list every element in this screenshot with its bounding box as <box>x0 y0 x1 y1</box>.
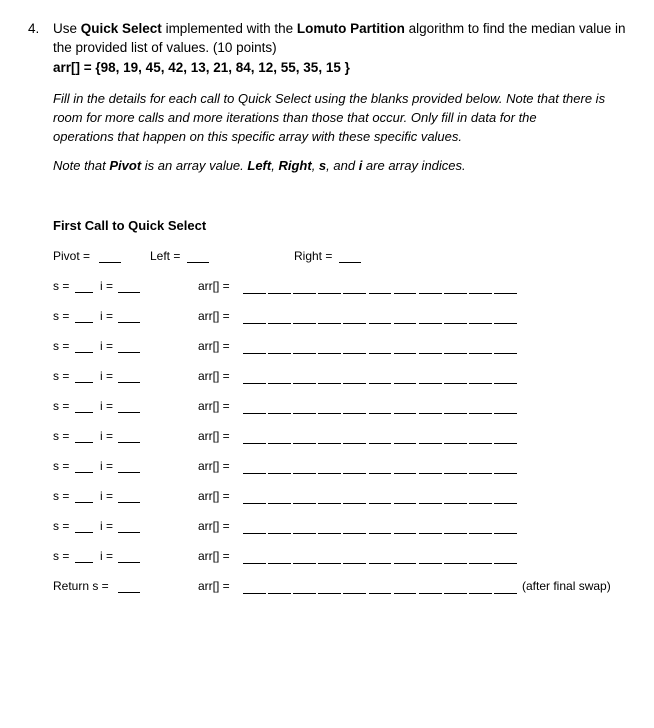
s-label: s = <box>53 429 70 443</box>
i-blank[interactable] <box>118 472 140 473</box>
s-label: s = <box>53 399 70 413</box>
arr-cell-blank[interactable] <box>243 563 266 564</box>
question-text: algorithm to find the median value in <box>404 21 626 36</box>
arr-cell-blank[interactable] <box>494 503 517 504</box>
arr-label: arr[] = <box>198 489 230 503</box>
arr-cell-blank[interactable] <box>318 443 341 444</box>
arr-cell-blank[interactable] <box>243 443 266 444</box>
arr-cell-blank[interactable] <box>318 533 341 534</box>
s-label: s = <box>53 309 70 323</box>
right-blank[interactable] <box>339 262 361 263</box>
pivot-blank[interactable] <box>99 262 121 263</box>
arr-cell-blank[interactable] <box>444 413 467 414</box>
question-line-2: the provided list of values. (10 points) <box>53 40 277 55</box>
s-blank[interactable] <box>75 382 93 383</box>
arr-cell-blank[interactable] <box>369 443 392 444</box>
arr-cell-blank[interactable] <box>343 353 366 354</box>
note-text: are array indices. <box>362 158 466 173</box>
arr-cell-blank[interactable] <box>318 563 341 564</box>
s-label: s = <box>53 279 70 293</box>
arr-cell-blank[interactable] <box>444 473 467 474</box>
question-text: implemented with the <box>161 21 297 36</box>
s-label: s = <box>53 459 70 473</box>
arr-cell-blank[interactable] <box>268 563 291 564</box>
right-label: Right = <box>294 249 333 263</box>
arr-cell-blank[interactable] <box>369 563 392 564</box>
i-blank[interactable] <box>118 532 140 533</box>
arr-cell-blank[interactable] <box>419 353 442 354</box>
arr-label: arr[] = <box>198 399 230 413</box>
section-title: First Call to Quick Select <box>53 218 207 233</box>
arr-cell-blank[interactable] <box>369 383 392 384</box>
s-blank[interactable] <box>75 562 93 563</box>
i-blank[interactable] <box>118 412 140 413</box>
arr-cell-blank[interactable] <box>293 413 316 414</box>
i-label: i = <box>100 459 114 473</box>
arr-cell-blank[interactable] <box>419 323 442 324</box>
arr-label: arr[] = <box>198 309 230 323</box>
arr-cell-blank[interactable] <box>419 443 442 444</box>
arr-cell-blank[interactable] <box>419 503 442 504</box>
s-blank[interactable] <box>75 322 93 323</box>
lomuto-partition-term: Lomuto Partition <box>296 21 405 36</box>
arr-cell-blank[interactable] <box>419 293 442 294</box>
arr-cell-blank[interactable] <box>469 383 492 384</box>
arr-cell-blank[interactable] <box>343 473 366 474</box>
arr-cell-blank[interactable] <box>343 503 366 504</box>
instructions-line-2: room for more calls and more iterations than those that occur. Only fill in data for the <box>53 110 537 125</box>
i-label: i = <box>100 339 114 353</box>
s-blank[interactable] <box>75 352 93 353</box>
i-label: i = <box>100 399 114 413</box>
i-blank[interactable] <box>118 502 140 503</box>
i-blank[interactable] <box>118 442 140 443</box>
arr-cell-blank[interactable] <box>293 443 316 444</box>
note-text: is an array value. <box>141 158 248 173</box>
arr-cell-blank[interactable] <box>419 473 442 474</box>
i-label: i = <box>100 429 114 443</box>
arr-cell-blank[interactable] <box>243 383 266 384</box>
arr-label: arr[] = <box>198 549 230 563</box>
arr-cell-blank[interactable] <box>343 323 366 324</box>
arr-cell-blank[interactable] <box>494 473 517 474</box>
arr-cell-blank[interactable] <box>469 293 492 294</box>
arr-cell-blank[interactable] <box>318 413 341 414</box>
question-line-1 <box>53 21 626 36</box>
arr-cell-blank[interactable] <box>469 413 492 414</box>
arr-cell-blank[interactable] <box>293 323 316 324</box>
arr-cell-blank[interactable] <box>343 443 366 444</box>
note-text: , and <box>326 158 359 173</box>
arr-cell-blank[interactable] <box>318 473 341 474</box>
arr-cell-blank[interactable] <box>469 323 492 324</box>
arr-cell-blank[interactable] <box>369 413 392 414</box>
arr-cell-blank[interactable] <box>318 383 341 384</box>
arr-cell-blank[interactable] <box>469 473 492 474</box>
arr-cell-blank[interactable] <box>318 593 341 594</box>
arr-cell-blank[interactable] <box>444 383 467 384</box>
quick-select-term: Quick Select <box>80 21 162 36</box>
arr-cell-blank[interactable] <box>394 503 417 504</box>
note-text: , <box>311 158 319 173</box>
arr-cell-blank[interactable] <box>494 413 517 414</box>
arr-cell-blank[interactable] <box>444 323 467 324</box>
arr-cell-blank[interactable] <box>469 503 492 504</box>
arr-cell-blank[interactable] <box>369 503 392 504</box>
arr-cell-blank[interactable] <box>469 533 492 534</box>
arr-cell-blank[interactable] <box>494 293 517 294</box>
note-pivot: Pivot <box>109 158 142 173</box>
arr-cell-blank[interactable] <box>268 353 291 354</box>
arr-cell-blank[interactable] <box>243 323 266 324</box>
arr-cell-blank[interactable] <box>369 533 392 534</box>
arr-cell-blank[interactable] <box>444 443 467 444</box>
arr-cell-blank[interactable] <box>293 293 316 294</box>
s-label: s = <box>53 369 70 383</box>
arr-cell-blank[interactable] <box>394 563 417 564</box>
arr-cell-blank[interactable] <box>268 503 291 504</box>
arr-cell-blank[interactable] <box>293 563 316 564</box>
arr-cell-blank[interactable] <box>243 293 266 294</box>
left-blank[interactable] <box>187 262 209 263</box>
arr-cell-blank[interactable] <box>394 323 417 324</box>
left-label: Left = <box>150 249 181 263</box>
arr-cell-blank[interactable] <box>494 323 517 324</box>
arr-cell-blank[interactable] <box>394 383 417 384</box>
arr-cell-blank[interactable] <box>268 383 291 384</box>
arr-label: arr[] = <box>198 279 230 293</box>
arr-cell-blank[interactable] <box>243 533 266 534</box>
arr-cell-blank[interactable] <box>444 593 467 594</box>
arr-cell-blank[interactable] <box>394 533 417 534</box>
arr-cell-blank[interactable] <box>343 593 366 594</box>
note-i: i <box>358 158 363 173</box>
s-blank[interactable] <box>75 502 93 503</box>
s-label: s = <box>53 549 70 563</box>
instructions-note <box>53 158 466 173</box>
arr-cell-blank[interactable] <box>419 563 442 564</box>
arr-cell-blank[interactable] <box>343 383 366 384</box>
arr-cell-blank[interactable] <box>243 503 266 504</box>
arr-cell-blank[interactable] <box>469 593 492 594</box>
return-blank[interactable] <box>118 592 140 593</box>
i-blank[interactable] <box>118 562 140 563</box>
after-final-swap-label: (after final swap) <box>522 579 611 593</box>
arr-cell-blank[interactable] <box>394 593 417 594</box>
arr-label: arr[] = <box>198 459 230 473</box>
arr-cell-blank[interactable] <box>369 473 392 474</box>
arr-cell-blank[interactable] <box>243 593 266 594</box>
input-array: arr[] = {98, 19, 45, 42, 13, 21, 84, 12, 55, 35, 15 } <box>53 60 350 75</box>
arr-cell-blank[interactable] <box>444 353 467 354</box>
s-label: s = <box>53 339 70 353</box>
arr-label: arr[] = <box>198 339 230 353</box>
arr-cell-blank[interactable] <box>343 413 366 414</box>
note-s: s <box>318 158 327 173</box>
arr-cell-blank[interactable] <box>394 473 417 474</box>
arr-cell-blank[interactable] <box>469 353 492 354</box>
i-label: i = <box>100 309 114 323</box>
note-right: Right <box>278 158 312 173</box>
arr-cell-blank[interactable] <box>343 293 366 294</box>
arr-cell-blank[interactable] <box>444 503 467 504</box>
arr-cell-blank[interactable] <box>494 353 517 354</box>
arr-cell-blank[interactable] <box>268 533 291 534</box>
arr-cell-blank[interactable] <box>293 353 316 354</box>
arr-cell-blank[interactable] <box>369 323 392 324</box>
arr-cell-blank[interactable] <box>469 563 492 564</box>
i-label: i = <box>100 549 114 563</box>
s-blank[interactable] <box>75 292 93 293</box>
arr-cell-blank[interactable] <box>369 353 392 354</box>
arr-cell-blank[interactable] <box>419 593 442 594</box>
arr-cell-blank[interactable] <box>243 413 266 414</box>
i-label: i = <box>100 519 114 533</box>
arr-cell-blank[interactable] <box>444 533 467 534</box>
arr-cell-blank[interactable] <box>494 533 517 534</box>
arr-cell-blank[interactable] <box>494 443 517 444</box>
instructions-line-1: Fill in the details for each call to Quick Select using the blanks provided below. Note that there is <box>53 91 606 106</box>
arr-cell-blank[interactable] <box>369 293 392 294</box>
arr-cell-blank[interactable] <box>394 413 417 414</box>
arr-cell-blank[interactable] <box>293 593 316 594</box>
s-blank[interactable] <box>75 472 93 473</box>
arr-cell-blank[interactable] <box>444 293 467 294</box>
arr-cell-blank[interactable] <box>268 413 291 414</box>
arr-cell-blank[interactable] <box>318 503 341 504</box>
note-text: , <box>271 158 279 173</box>
arr-cell-blank[interactable] <box>268 473 291 474</box>
s-blank[interactable] <box>75 442 93 443</box>
arr-cell-blank[interactable] <box>268 593 291 594</box>
i-blank[interactable] <box>118 382 140 383</box>
i-blank[interactable] <box>118 292 140 293</box>
i-blank[interactable] <box>118 322 140 323</box>
arr-cell-blank[interactable] <box>444 563 467 564</box>
i-label: i = <box>100 369 114 383</box>
arr-cell-blank[interactable] <box>419 533 442 534</box>
arr-cell-blank[interactable] <box>494 383 517 384</box>
arr-cell-blank[interactable] <box>318 353 341 354</box>
arr-cell-blank[interactable] <box>318 323 341 324</box>
s-blank[interactable] <box>75 532 93 533</box>
arr-cell-blank[interactable] <box>243 473 266 474</box>
arr-label: arr[] = <box>198 429 230 443</box>
final-arr-label: arr[] = <box>198 579 230 593</box>
arr-cell-blank[interactable] <box>318 293 341 294</box>
arr-cell-blank[interactable] <box>369 593 392 594</box>
arr-cell-blank[interactable] <box>268 323 291 324</box>
arr-cell-blank[interactable] <box>419 413 442 414</box>
arr-cell-blank[interactable] <box>394 293 417 294</box>
arr-cell-blank[interactable] <box>343 533 366 534</box>
question-number: 4. <box>28 21 40 36</box>
arr-cell-blank[interactable] <box>419 383 442 384</box>
arr-cell-blank[interactable] <box>243 353 266 354</box>
arr-cell-blank[interactable] <box>494 563 517 564</box>
s-label: s = <box>53 519 70 533</box>
s-label: s = <box>53 489 70 503</box>
i-label: i = <box>100 489 114 503</box>
arr-cell-blank[interactable] <box>293 383 316 384</box>
arr-label: arr[] = <box>198 519 230 533</box>
arr-cell-blank[interactable] <box>293 473 316 474</box>
arr-cell-blank[interactable] <box>394 443 417 444</box>
instructions-line-3: operations that happen on this specific array with these specific values. <box>53 129 463 144</box>
return-label: Return s = <box>53 579 109 593</box>
s-blank[interactable] <box>75 412 93 413</box>
question-text: Use <box>53 21 81 36</box>
arr-label: arr[] = <box>198 369 230 383</box>
arr-cell-blank[interactable] <box>293 533 316 534</box>
arr-cell-blank[interactable] <box>293 503 316 504</box>
arr-cell-blank[interactable] <box>268 443 291 444</box>
arr-cell-blank[interactable] <box>394 353 417 354</box>
note-left: Left <box>247 158 272 173</box>
arr-cell-blank[interactable] <box>268 293 291 294</box>
i-label: i = <box>100 279 114 293</box>
arr-cell-blank[interactable] <box>494 593 517 594</box>
note-text: Note that <box>53 158 110 173</box>
pivot-label: Pivot = <box>53 249 91 263</box>
i-blank[interactable] <box>118 352 140 353</box>
arr-cell-blank[interactable] <box>343 563 366 564</box>
arr-cell-blank[interactable] <box>469 443 492 444</box>
